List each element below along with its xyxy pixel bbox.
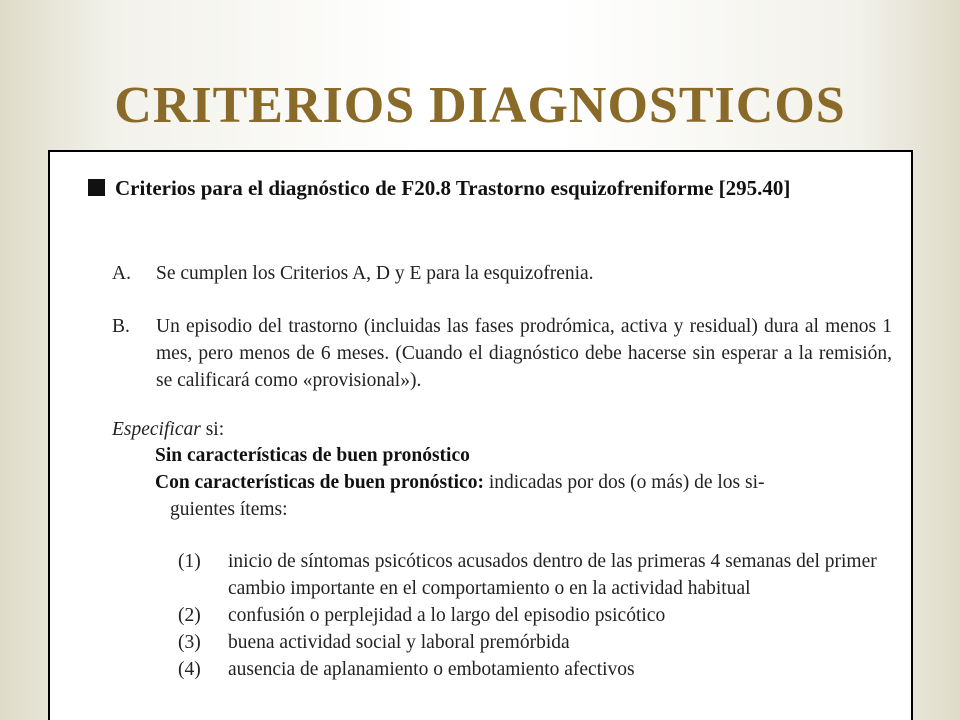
heading-text: Criterios para el diagnóstico de F20.8 Trastorno esquizofreniforme [295.40] <box>115 176 791 200</box>
item-number: (1) <box>178 551 201 572</box>
specify-suffix: si: <box>200 419 225 440</box>
item-text: ausencia de aplanamiento o embotamiento afectivos <box>228 659 635 680</box>
item-text: confusión o perplejidad a lo largo del episodio psicótico <box>228 605 666 626</box>
option-without-good-prognosis: Sin características de buen pronóstico <box>155 445 470 466</box>
criterion-b <box>112 313 892 394</box>
criterion-a <box>112 260 892 287</box>
option-with-label: Con características de buen pronóstico: <box>155 472 484 493</box>
criterion-text: Se cumplen los Criterios A, D y E para la esquizofrenia. <box>156 263 594 284</box>
option-with-rest: indicadas por dos (o más) de los si- <box>483 472 765 493</box>
option-with-continuation: guientes ítems: <box>170 499 288 520</box>
slide-title: CRITERIOS DIAGNOSTICOS <box>114 77 846 134</box>
specify-line <box>112 416 224 443</box>
specify-prefix: Especificar <box>112 419 201 440</box>
list-item <box>178 656 898 683</box>
option-with-good-prognosis <box>155 469 885 496</box>
item-number: (2) <box>178 605 201 626</box>
square-bullet-icon <box>88 179 105 196</box>
criteria-heading <box>88 174 888 203</box>
criterion-label: B. <box>112 316 130 337</box>
item-number: (3) <box>178 632 201 653</box>
criterion-label: A. <box>112 263 131 284</box>
item-text: buena actividad social y laboral premórbida <box>228 632 570 653</box>
item-number: (4) <box>178 659 201 680</box>
item-text: inicio de síntomas psicóticos acusados dentro de las primeras 4 semanas del primer cambio importante en el comportamiento o en la actividad habitual <box>228 551 877 599</box>
document-image <box>48 150 913 720</box>
list-item <box>178 602 898 629</box>
list-item <box>178 629 898 656</box>
criterion-text: Un episodio del trastorno (incluidas las fases prodrómica, activa y residual) dura al menos 1 mes, pero menos de 6 meses. (Cuando el diagnóstico debe hacerse sin esperar a la remisión, se calificará como «provisional»). <box>156 316 892 391</box>
list-item <box>178 548 898 602</box>
